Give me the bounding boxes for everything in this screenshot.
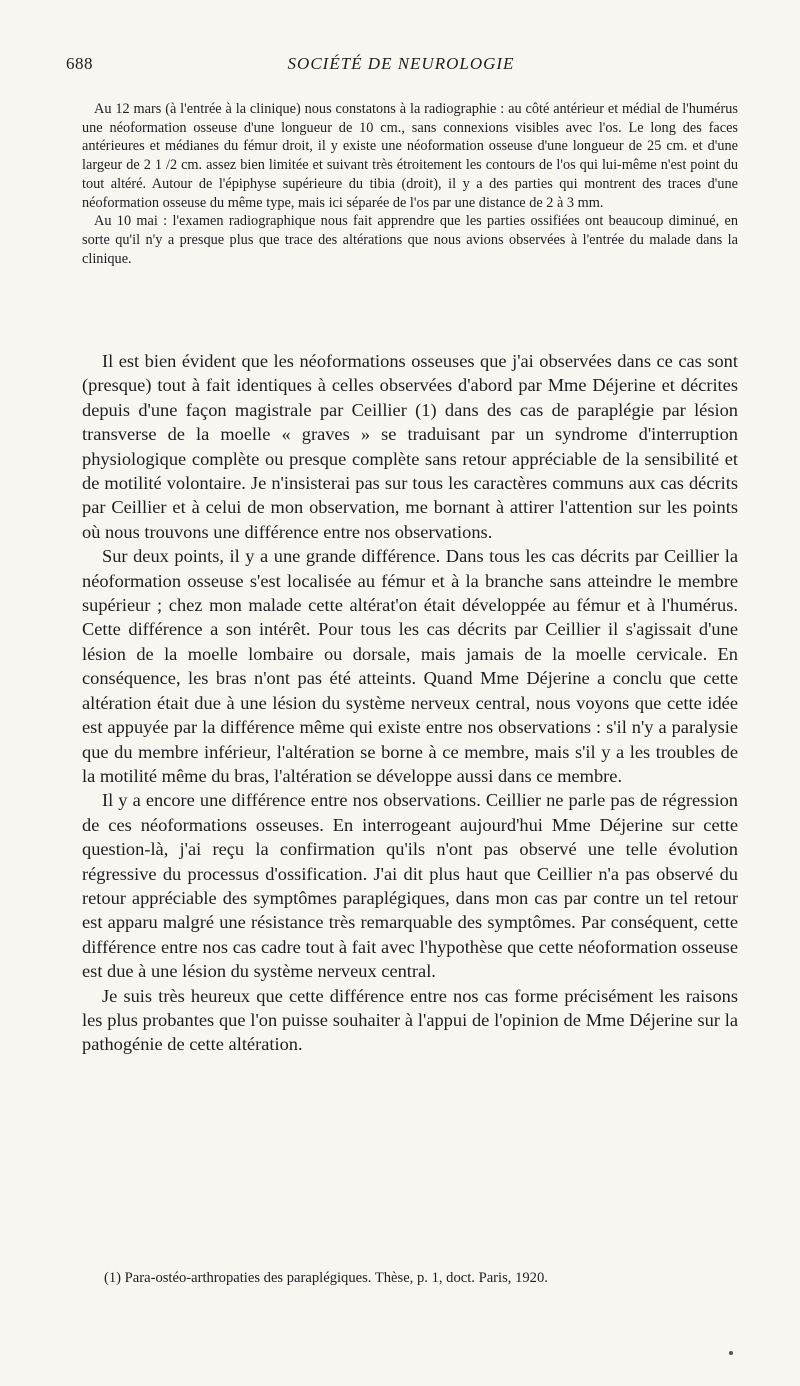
ink-mark [729,1351,733,1355]
main-paragraph-1: Il est bien évident que les néoformations osseuses que j'ai observées dans ce cas sont (presque) tout à fait identiques à celles observées d'abord par Mme Déjerine et décrites depuis d'une façon magistrale par Ceillier (1) dans des cas de paraplégie par lésion transverse de la moelle « graves » se traduisant par un syndrome d'interruption physiologique complète ou presque complète sans retour appréciable de la sensibilité et de motilité volontaire. Je n'insisterai pas sur tous les caractères communs aux cas décrits par Ceillier et à celui de mon observation, me bornant à attirer l'attention sur les points où nous trouvons une différence entre nos observations. [82,351,738,542]
small-paragraph-1: Au 12 mars (à l'entrée à la clinique) nous constatons à la radiographie : au côté antérieur et médial de l'humérus une néoformation osseuse d'une longueur de 10 cm., sans connexions visibles avec l'os. Le long des faces antérieures et médianes du fémur droit, il y existe une néoformation osseuse d'une longueur de 25 cm. et d'une largeur de 2 1 /2 cm. assez bien limitée et suivant très étroitement les contours de l'os qui lui-même n'est point du tout altéré. Autour de l'épiphyse supérieure du tibia (droit), il y a des parties qui montrent des traces d'une néoformation osseuse du même type, mais ici séparée de l'os par une distance de 2 à 3 mm. [82,101,738,211]
main-paragraph-4: Je suis très heureux que cette différence entre nos cas forme précisément les raisons les plus probantes que l'on puisse souhaiter à l'appui de l'opinion de Mme Déjerine sur la pathogénie de cette altération. [82,985,738,1055]
main-text [82,349,738,1057]
footnote: (1) Para-ostéo-arthropaties des paraplégiques. Thèse, p. 1, doct. Paris, 1920. [104,1270,548,1286]
page-number: 688 [66,54,93,73]
page-header [66,54,736,82]
running-title: SOCIÉTÉ DE NEUROLOGIE [287,54,515,73]
case-report-notes [82,100,738,268]
main-paragraph-2: Sur deux points, il y a une grande différence. Dans tous les cas décrits par Ceillier la néoformation osseuse s'est localisée au fémur et à la branche sans atteindre le membre supérieur ; chez mon malade cette altérat'on était développée au fémur et à l'humérus. Cette différence a son intérêt. Pour tous les cas décrits par Ceillier il s'agissait d'une lésion de la moelle lombaire ou dorsale, mais jamais de la moelle cervicale. En conséquence, les bras n'ont pas été atteints. Quand Mme Déjerine a conclu que cette altération était due à une lésion du système nerveux central, nous voyons que cette idée est appuyée par la différence même qui existe entre nos observations : s'il n'y a paralysie que du membre inférieur, l'altération se borne à ce membre, mais s'il y a les troubles de la motilité même du bras, l'altération se développe aussi dans ce membre. [82,546,738,786]
small-paragraph-2: Au 10 mai : l'examen radiographique nous fait apprendre que les parties ossifiées ont beaucoup diminué, en sorte qu'il n'y a presque plus que trace des altérations que nous avions observées à l'entrée du malade dans la clinique. [82,213,738,267]
main-paragraph-3: Il y a encore une différence entre nos observations. Ceillier ne parle pas de régression de ces néoformations osseuses. En interrogeant aujourd'hui Mme Déjerine sur cette question-là, j'ai reçu la confirmation qu'ils n'ont pas observé une telle évolution régressive du processus d'ossification. J'ai dit plus haut que Ceillier n'a pas observé du retour appréciable des symptômes paraplégiques, dans mon cas par contre un tel retour est apparu malgré une résistance très remarquable des symptômes. Par conséquent, cette différence entre nos cas cadre tout à fait avec l'hypothèse que cette néoformation osseuse est due à une lésion du système nerveux central. [82,790,738,982]
